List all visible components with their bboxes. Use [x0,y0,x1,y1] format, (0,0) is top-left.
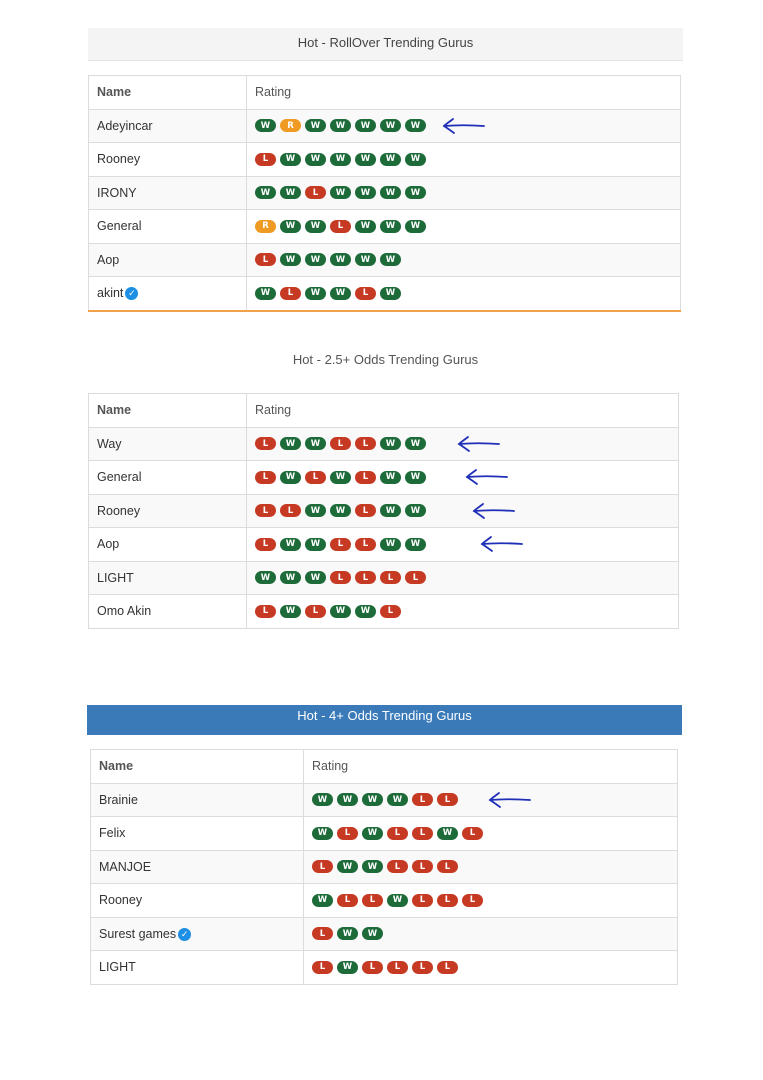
rating-badges [255,253,672,266]
guru-name[interactable]: Adeyincar [97,118,153,133]
guru-row[interactable] [89,561,679,595]
win-badge: W [280,538,301,551]
guru-row[interactable] [91,850,678,884]
guru-name[interactable]: General [97,470,142,485]
rating-badges [255,504,670,517]
guru-name-cell [89,143,247,177]
guru-name[interactable]: Rooney [99,893,143,908]
win-badge: W [305,220,326,233]
loss-badge: L [255,471,276,484]
loss-badge: L [387,827,408,840]
loss-badge: L [255,605,276,618]
guru-name-cell [91,783,304,817]
rating-badges [312,860,669,873]
loss-badge: L [362,894,383,907]
section-title: Hot - 4+ Odds Trending Gurus [87,705,682,735]
guru-row[interactable] [89,427,679,461]
guru-name-cell [89,494,247,528]
guru-name[interactable]: Felix [99,826,126,841]
section-title: Hot - RollOver Trending Gurus [88,28,683,61]
loss-badge: L [330,437,351,450]
loss-badge: L [462,894,483,907]
guru-name-cell [89,277,247,311]
rating-cell [304,884,678,918]
section-title: Hot - 2.5+ Odds Trending Gurus [292,352,479,367]
win-badge: W [255,119,276,132]
win-badge: W [355,605,376,618]
loss-badge: L [355,504,376,517]
guru-row[interactable] [89,494,679,528]
odds-2-5-section [88,345,683,635]
guru-name[interactable]: Surest games [99,926,177,941]
win-badge: W [362,827,383,840]
win-badge: W [337,961,358,974]
rating-cell [304,817,678,851]
rating-badges [312,927,669,940]
rating-cell [247,143,681,177]
loss-badge: L [312,927,333,940]
odds-4-section [87,705,682,985]
loss-badge: L [355,437,376,450]
rating-cell [247,494,679,528]
win-badge: W [280,437,301,450]
loss-badge: L [380,605,401,618]
rollover-badge: R [280,119,301,132]
gurus-table [88,75,681,312]
win-badge: W [330,253,351,266]
rating-badges [312,827,669,840]
win-badge: W [355,119,376,132]
win-badge: W [337,860,358,873]
guru-row[interactable] [91,917,678,951]
guru-row[interactable] [89,109,681,143]
guru-name[interactable]: LIGHT [99,960,136,975]
rating-cell [304,951,678,985]
rating-badges [255,538,670,551]
guru-row[interactable] [91,884,678,918]
rating-column-header: Rating [247,76,681,110]
win-badge: W [337,927,358,940]
guru-name[interactable]: Aop [97,537,120,552]
name-column-header: Name [89,76,247,110]
win-badge: W [380,504,401,517]
loss-badge: L [405,571,426,584]
win-badge: W [380,253,401,266]
guru-name-cell [91,951,304,985]
guru-row[interactable] [89,176,681,210]
win-badge: W [330,471,351,484]
guru-name-cell [89,109,247,143]
gurus-table [90,749,678,985]
guru-name-cell [89,427,247,461]
loss-badge: L [255,538,276,551]
win-badge: W [330,153,351,166]
win-badge: W [355,253,376,266]
loss-badge: L [330,538,351,551]
rating-badges [255,153,672,166]
win-badge: W [387,894,408,907]
win-badge: W [405,538,426,551]
loss-badge: L [462,827,483,840]
win-badge: W [330,186,351,199]
win-badge: W [355,220,376,233]
loss-badge: L [280,287,301,300]
rating-badges [255,287,672,300]
win-badge: W [387,793,408,806]
guru-name-cell [89,595,247,629]
hand-drawn-arrow-icon [478,535,524,553]
win-badge: W [305,538,326,551]
win-badge: W [405,186,426,199]
rollover-badge: R [255,220,276,233]
win-badge: W [337,793,358,806]
guru-row[interactable] [89,143,681,177]
win-badge: W [312,793,333,806]
guru-name[interactable]: Rooney [97,503,141,518]
win-badge: W [405,471,426,484]
loss-badge: L [255,504,276,517]
win-badge: W [305,119,326,132]
verified-check-icon: ✓ [125,287,138,300]
win-badge: W [380,287,401,300]
win-badge: W [330,504,351,517]
hand-drawn-arrow-icon [440,117,486,135]
win-badge: W [280,153,301,166]
name-column-header: Name [89,394,247,428]
win-badge: W [280,186,301,199]
win-badge: W [255,186,276,199]
win-badge: W [380,437,401,450]
win-badge: W [280,253,301,266]
guru-name-cell [89,461,247,495]
loss-badge: L [355,471,376,484]
guru-row[interactable] [89,277,681,311]
win-badge: W [437,827,458,840]
win-badge: W [280,605,301,618]
win-badge: W [312,894,333,907]
verified-check-icon: ✓ [178,928,191,941]
rating-cell [247,528,679,562]
name-column-header: Name [91,750,304,784]
loss-badge: L [437,860,458,873]
win-badge: W [362,793,383,806]
win-badge: W [380,471,401,484]
loss-badge: L [330,220,351,233]
win-badge: W [362,927,383,940]
win-badge: W [405,119,426,132]
loss-badge: L [305,186,326,199]
win-badge: W [305,504,326,517]
loss-badge: L [437,793,458,806]
rating-badges [312,894,669,907]
guru-name[interactable]: General [97,219,142,234]
rating-cell [247,595,679,629]
win-badge: W [405,437,426,450]
rollover-section [88,28,683,313]
hand-drawn-arrow-icon [455,435,501,453]
guru-row[interactable] [91,817,678,851]
rating-column-header: Rating [247,394,679,428]
win-badge: W [405,153,426,166]
win-badge: W [305,437,326,450]
guru-name-cell [89,528,247,562]
loss-badge: L [412,793,433,806]
rating-cell [247,210,681,244]
rating-badges [312,961,669,974]
rating-cell [304,850,678,884]
rating-badges [255,605,670,618]
guru-name[interactable]: Way [97,436,122,451]
win-badge: W [255,287,276,300]
loss-badge: L [337,894,358,907]
loss-badge: L [380,571,401,584]
guru-name-cell [91,917,304,951]
loss-badge: L [387,860,408,873]
loss-badge: L [412,894,433,907]
hand-drawn-arrow-icon [470,502,516,520]
loss-badge: L [387,961,408,974]
rating-badges [255,186,672,199]
loss-badge: L [437,894,458,907]
guru-name[interactable]: Omo Akin [97,604,152,619]
win-badge: W [305,287,326,300]
loss-badge: L [330,571,351,584]
guru-row[interactable] [89,461,679,495]
guru-row[interactable] [91,951,678,985]
win-badge: W [312,827,333,840]
win-badge: W [362,860,383,873]
guru-name-cell [89,176,247,210]
guru-name[interactable]: IRONY [97,185,137,200]
loss-badge: L [412,827,433,840]
loss-badge: L [255,153,276,166]
guru-name[interactable]: Aop [97,252,120,267]
loss-badge: L [412,860,433,873]
win-badge: W [355,153,376,166]
win-badge: W [305,253,326,266]
guru-name-cell [91,817,304,851]
guru-name-cell [91,884,304,918]
rating-cell [247,243,681,277]
win-badge: W [355,186,376,199]
guru-name-cell [89,210,247,244]
win-badge: W [380,186,401,199]
guru-name-cell [89,561,247,595]
loss-badge: L [255,253,276,266]
rating-cell [304,917,678,951]
rating-cell [247,176,681,210]
guru-name[interactable]: Rooney [97,152,141,167]
guru-row[interactable] [89,595,679,629]
hand-drawn-arrow-icon [463,468,509,486]
rating-badges [255,220,672,233]
win-badge: W [330,287,351,300]
rating-column-header: Rating [304,750,678,784]
guru-name[interactable]: Brainie [99,792,138,807]
rating-cell [247,561,679,595]
loss-badge: L [305,471,326,484]
loss-badge: L [355,538,376,551]
win-badge: W [280,220,301,233]
win-badge: W [280,471,301,484]
win-badge: W [330,605,351,618]
loss-badge: L [255,437,276,450]
loss-badge: L [337,827,358,840]
win-badge: W [305,153,326,166]
loss-badge: L [355,287,376,300]
guru-row[interactable] [89,528,679,562]
win-badge: W [380,119,401,132]
guru-row[interactable] [89,243,681,277]
win-badge: W [280,571,301,584]
guru-name[interactable]: LIGHT [97,570,134,585]
loss-badge: L [312,860,333,873]
win-badge: W [255,571,276,584]
loss-badge: L [280,504,301,517]
win-badge: W [380,153,401,166]
win-badge: W [330,119,351,132]
guru-row[interactable] [91,783,678,817]
loss-badge: L [437,961,458,974]
guru-row[interactable] [89,210,681,244]
win-badge: W [380,220,401,233]
guru-name[interactable]: akint [97,286,124,301]
guru-name-cell [89,243,247,277]
gurus-table [88,393,679,629]
rating-badges [255,571,670,584]
loss-badge: L [305,605,326,618]
loss-badge: L [355,571,376,584]
guru-name[interactable]: MANJOE [99,859,152,874]
loss-badge: L [312,961,333,974]
rating-cell [247,277,681,311]
win-badge: W [305,571,326,584]
win-badge: W [380,538,401,551]
loss-badge: L [362,961,383,974]
guru-name-cell [91,850,304,884]
win-badge: W [405,220,426,233]
hand-drawn-arrow-icon [486,791,532,809]
loss-badge: L [412,961,433,974]
win-badge: W [405,504,426,517]
